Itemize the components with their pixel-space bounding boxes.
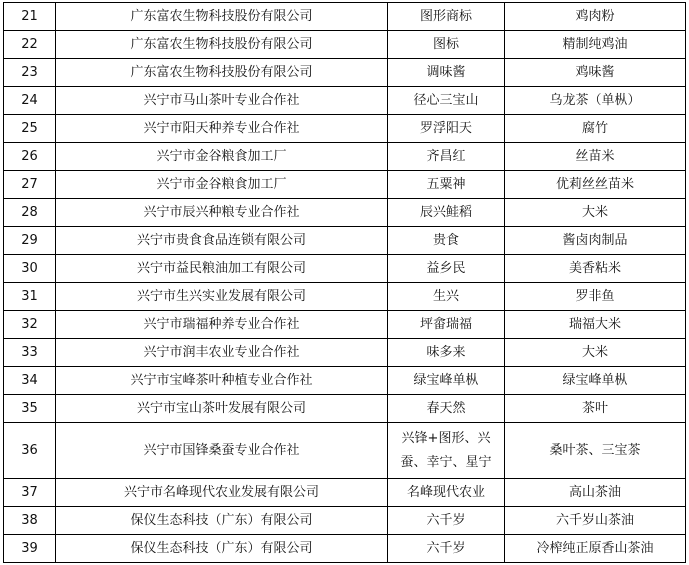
table-row (4, 507, 686, 535)
trademark-cell: 坪畲瑞福 (388, 311, 505, 339)
row-number-cell: 34 (4, 367, 56, 395)
trademark-cell: 辰兴鲑稻 (388, 199, 505, 227)
trademark-cell: 绿宝峰单枞 (388, 367, 505, 395)
row-number-cell: 27 (4, 171, 56, 199)
trademark-cell: 图形商标 (388, 3, 505, 31)
table-row (4, 87, 686, 115)
trademark-cell: 生兴 (388, 283, 505, 311)
product-name-cell: 优莉丝丝苗米 (505, 171, 686, 199)
product-name-cell: 酱卤肉制品 (505, 227, 686, 255)
trademark-cell: 调味酱 (388, 59, 505, 87)
table-row (4, 479, 686, 507)
table-row (4, 143, 686, 171)
trademark-cell: 五粟神 (388, 171, 505, 199)
row-number-cell: 35 (4, 395, 56, 423)
company-name-cell: 保仪生态科技（广东）有限公司 (56, 535, 388, 563)
row-number-cell: 33 (4, 339, 56, 367)
product-trademark-table (3, 2, 686, 563)
row-number-cell: 21 (4, 3, 56, 31)
product-name-cell: 瑞福大米 (505, 311, 686, 339)
row-number-cell: 23 (4, 59, 56, 87)
table-row (4, 283, 686, 311)
trademark-cell: 图标 (388, 31, 505, 59)
table-row (4, 367, 686, 395)
table-row (4, 31, 686, 59)
company-name-cell: 兴宁市阳天种养专业合作社 (56, 115, 388, 143)
row-number-cell: 32 (4, 311, 56, 339)
product-name-cell: 大米 (505, 199, 686, 227)
table-row (4, 199, 686, 227)
table-row (4, 535, 686, 563)
table-row (4, 171, 686, 199)
company-name-cell: 广东富农生物科技股份有限公司 (56, 59, 388, 87)
product-name-cell: 乌龙茶（单枞） (505, 87, 686, 115)
product-name-cell: 美香粘米 (505, 255, 686, 283)
company-name-cell: 兴宁市宝峰茶叶种植专业合作社 (56, 367, 388, 395)
table-row (4, 311, 686, 339)
trademark-cell: 径心三宝山 (388, 87, 505, 115)
product-name-cell: 桑叶茶、三宝茶 (505, 423, 686, 479)
trademark-cell: 罗浮阳天 (388, 115, 505, 143)
row-number-cell: 30 (4, 255, 56, 283)
product-name-cell: 绿宝峰单枞 (505, 367, 686, 395)
company-name-cell: 兴宁市润丰农业专业合作社 (56, 339, 388, 367)
trademark-cell: 兴锋+图形、兴蚕、幸宁、星宁 (388, 423, 505, 479)
table-row (4, 423, 686, 479)
trademark-cell: 六千岁 (388, 507, 505, 535)
company-name-cell: 兴宁市益民粮油加工有限公司 (56, 255, 388, 283)
company-name-cell: 兴宁市生兴实业发展有限公司 (56, 283, 388, 311)
table-row (4, 395, 686, 423)
row-number-cell: 24 (4, 87, 56, 115)
table-row (4, 255, 686, 283)
product-name-cell: 丝苗米 (505, 143, 686, 171)
trademark-cell: 六千岁 (388, 535, 505, 563)
product-name-cell: 腐竹 (505, 115, 686, 143)
trademark-cell: 益乡民 (388, 255, 505, 283)
row-number-cell: 22 (4, 31, 56, 59)
product-name-cell: 精制纯鸡油 (505, 31, 686, 59)
trademark-cell: 齐昌红 (388, 143, 505, 171)
product-name-cell: 高山茶油 (505, 479, 686, 507)
table-row (4, 227, 686, 255)
table-row (4, 59, 686, 87)
row-number-cell: 26 (4, 143, 56, 171)
row-number-cell: 38 (4, 507, 56, 535)
row-number-cell: 29 (4, 227, 56, 255)
company-name-cell: 广东富农生物科技股份有限公司 (56, 31, 388, 59)
product-name-cell: 冷榨纯正原香山茶油 (505, 535, 686, 563)
table-body (4, 3, 686, 563)
company-name-cell: 兴宁市国锋桑蚕专业合作社 (56, 423, 388, 479)
product-name-cell: 罗非鱼 (505, 283, 686, 311)
row-number-cell: 36 (4, 423, 56, 479)
table-row (4, 115, 686, 143)
product-name-cell: 六千岁山茶油 (505, 507, 686, 535)
company-name-cell: 广东富农生物科技股份有限公司 (56, 3, 388, 31)
row-number-cell: 31 (4, 283, 56, 311)
table-row (4, 339, 686, 367)
company-name-cell: 兴宁市金谷粮食加工厂 (56, 143, 388, 171)
product-name-cell: 大米 (505, 339, 686, 367)
trademark-cell: 味多来 (388, 339, 505, 367)
row-number-cell: 39 (4, 535, 56, 563)
product-name-cell: 鸡味酱 (505, 59, 686, 87)
trademark-cell: 春天然 (388, 395, 505, 423)
company-name-cell: 兴宁市宝山茶叶发展有限公司 (56, 395, 388, 423)
trademark-cell: 贵食 (388, 227, 505, 255)
row-number-cell: 28 (4, 199, 56, 227)
company-name-cell: 兴宁市名峰现代农业发展有限公司 (56, 479, 388, 507)
row-number-cell: 25 (4, 115, 56, 143)
company-name-cell: 兴宁市贵食食品连锁有限公司 (56, 227, 388, 255)
row-number-cell: 37 (4, 479, 56, 507)
company-name-cell: 兴宁市金谷粮食加工厂 (56, 171, 388, 199)
product-name-cell: 鸡肉粉 (505, 3, 686, 31)
table-row (4, 3, 686, 31)
trademark-cell: 名峰现代农业 (388, 479, 505, 507)
company-name-cell: 兴宁市辰兴种粮专业合作社 (56, 199, 388, 227)
company-name-cell: 兴宁市马山茶叶专业合作社 (56, 87, 388, 115)
product-name-cell: 茶叶 (505, 395, 686, 423)
company-name-cell: 兴宁市瑞福种养专业合作社 (56, 311, 388, 339)
company-name-cell: 保仪生态科技（广东）有限公司 (56, 507, 388, 535)
